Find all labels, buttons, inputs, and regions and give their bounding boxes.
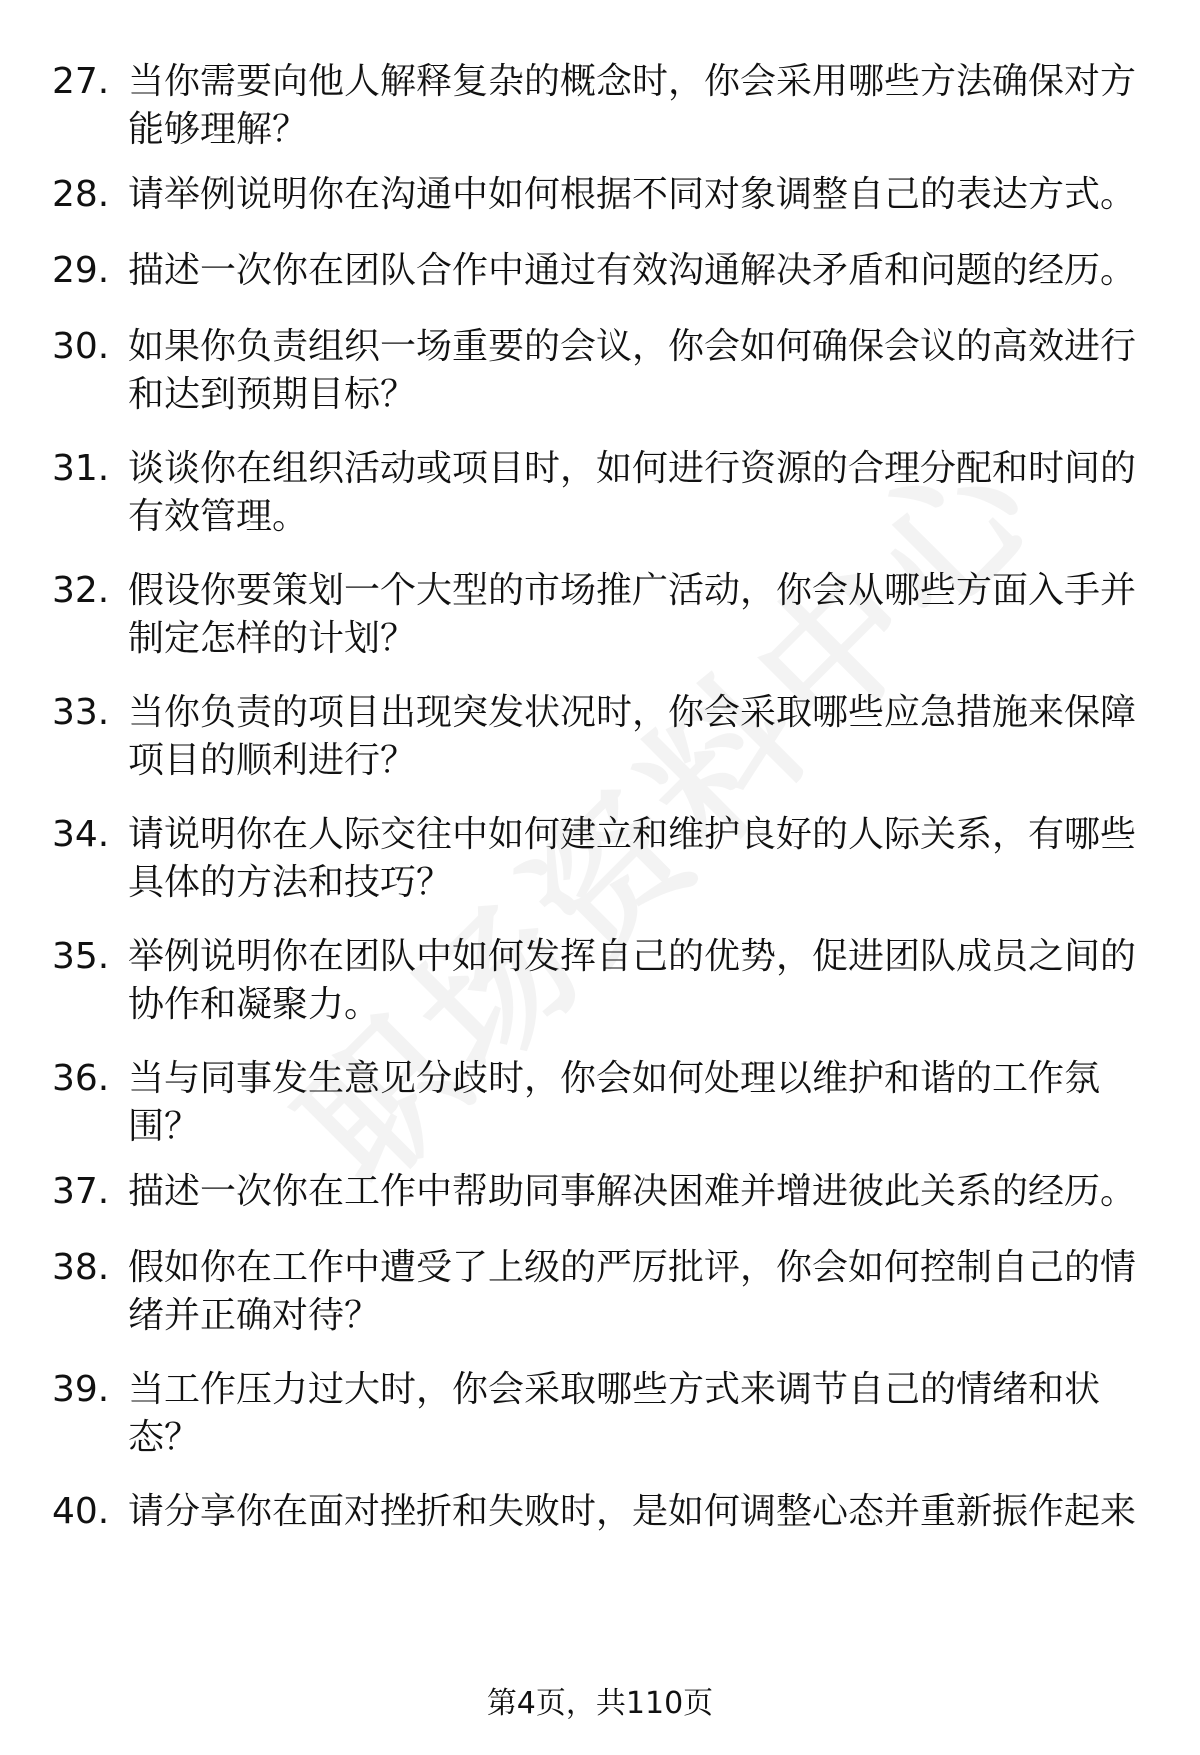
question-number: 38. [52,1247,110,1288]
question-number: 31. [52,448,110,489]
question-number: 37. [52,1171,110,1212]
question-number: 32. [52,570,110,611]
question-number: 40. [52,1491,110,1532]
question-text: 如果你负责组织一场重要的会议，你会如何确保会议的高效进行和达到预期目标？ [128,326,1137,415]
question-text: 请分享你在面对挫折和失败时，是如何调整心态并重新振作起来 [128,1491,1137,1532]
question-text: 假如你在工作中遭受了上级的严厉批评，你会如何控制自己的情绪并正确对待？ [128,1247,1137,1336]
question-text: 假设你要策划一个大型的市场推广活动，你会从哪些方面入手并制定怎样的计划？ [128,570,1137,659]
question-number: 27. [52,61,110,102]
question-number: 39. [52,1369,110,1410]
question-text: 当你需要向他人解释复杂的概念时，你会采用哪些方法确保对方能够理解？ [128,61,1137,150]
question-number: 28. [52,174,110,215]
question-number: 35. [52,936,110,977]
question-number: 30. [52,326,110,367]
question-text: 请举例说明你在沟通中如何根据不同对象调整自己的表达方式。 [128,174,1137,215]
page-number-footer: 第4页，共110页 [486,1686,714,1721]
question-number: 36. [52,1058,110,1099]
question-text: 谈谈你在组织活动或项目时，如何进行资源的合理分配和时间的有效管理。 [128,448,1137,537]
question-text: 当与同事发生意见分歧时，你会如何处理以维护和谐的工作氛围？ [128,1058,1101,1147]
question-text: 当工作压力过大时，你会采取哪些方式来调节自己的情绪和状态？ [128,1369,1101,1458]
question-number: 29. [52,250,110,291]
question-number: 34. [52,814,110,855]
question-text: 描述一次你在工作中帮助同事解决困难并增进彼此关系的经历。 [128,1171,1137,1212]
question-text: 举例说明你在团队中如何发挥自己的优势，促进团队成员之间的协作和凝聚力。 [128,936,1137,1025]
question-text: 描述一次你在团队合作中通过有效沟通解决矛盾和问题的经历。 [128,250,1137,291]
question-number: 33. [52,692,110,733]
question-text: 当你负责的项目出现突发状况时，你会采取哪些应急措施来保障项目的顺利进行？ [128,692,1137,781]
question-text: 请说明你在人际交往中如何建立和维护良好的人际关系，有哪些具体的方法和技巧？ [128,814,1137,903]
